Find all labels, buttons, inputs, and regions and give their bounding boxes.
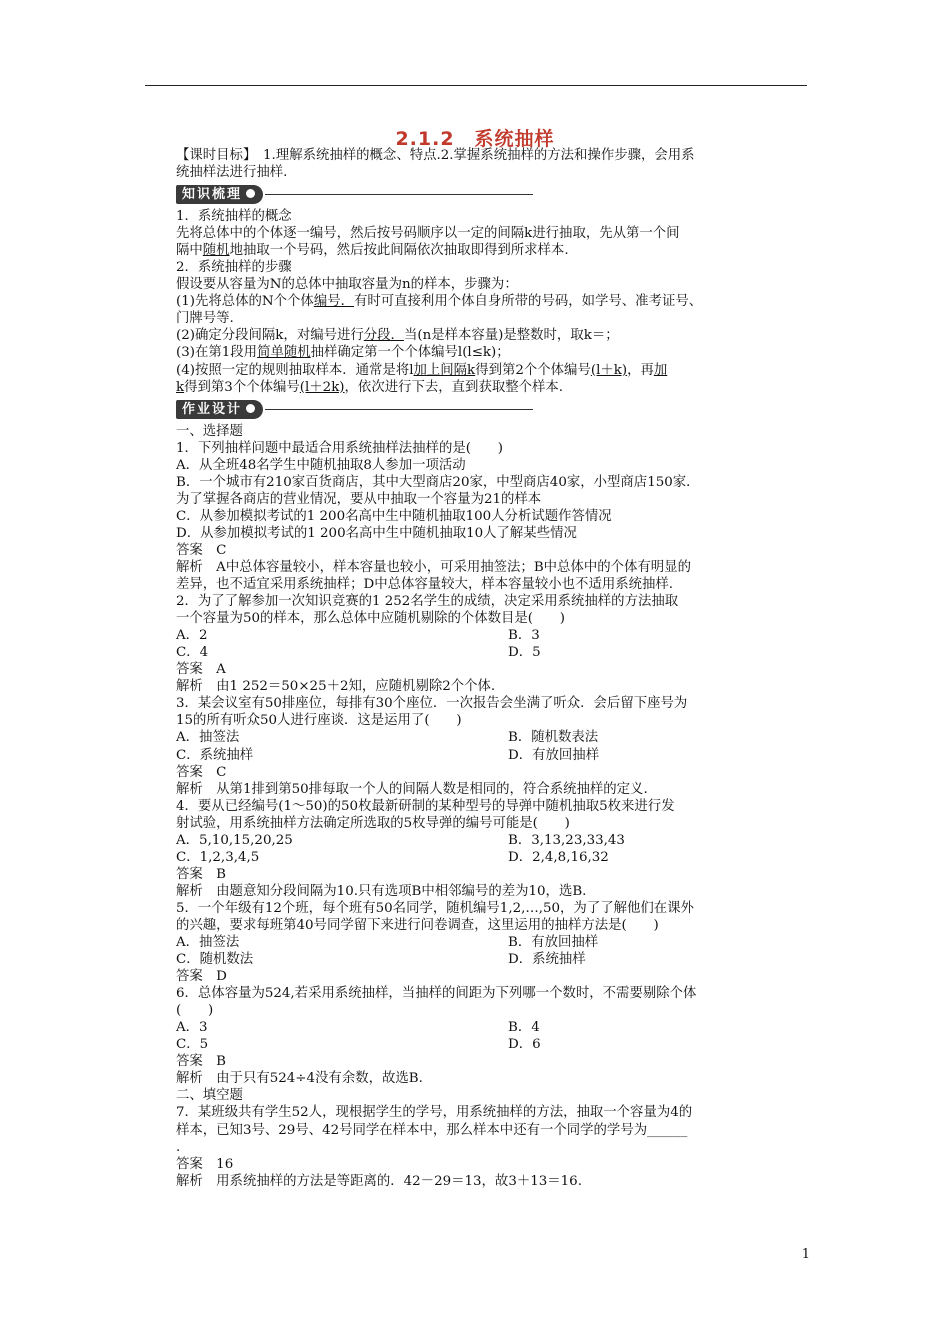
text-run: 抽样确定第一个个体编号l(l≤k)； (310, 345, 510, 361)
text-run: 当(n是样本容量)是整数时，取k＝； (403, 328, 619, 344)
section-badge-label: 作业设计 (182, 401, 243, 417)
underlined-answer: 分段． (363, 328, 404, 344)
underlined-answer: 随机 (202, 243, 230, 259)
goals-line: 【课时目标】 1.理解系统抽样的概念、特点.2.掌握系统抽样的方法和操作步骤，会用系 (176, 148, 695, 163)
option-row (176, 1036, 808, 1053)
text-line: C．从参加模拟考试的1 200名高中生中随机抽取100人分析试题作答情况 (176, 508, 612, 524)
option-right: D．6 (508, 1037, 541, 1053)
option-right: D．5 (508, 645, 541, 661)
text-line: 假设要从容量为N的总体中抽取容量为n的样本，步骤为： (176, 277, 518, 293)
option-left: A．2 (176, 628, 208, 644)
page-title: 2.1.2 系统抽样 (395, 128, 555, 150)
document-body (176, 147, 808, 1190)
text-line: 7．某班级共有学生52人，现根据学生的学号，用系统抽样的方法，抽取一个容量为4的 (176, 1105, 693, 1121)
text-line: 差异，也不适宜采用系统抽样；D中总体容量较大，样本容量较小也不适用系统抽样. (176, 577, 674, 593)
option-row (176, 729, 808, 746)
text-line: 一、选择题 (176, 423, 243, 439)
text-line: B．一个城市有210家百货商店，其中大型商店20家，中型商店40家，小型商店150家． (176, 474, 700, 490)
badge-dot-icon (246, 189, 255, 198)
text-line: 答案 B (176, 1054, 227, 1070)
page-number: 1 (801, 1247, 810, 1262)
text-line: 6．总体容量为524,若采用系统抽样，当抽样的间距为下列哪一个数时，不需要剔除个体 (176, 986, 697, 1002)
text-line: 3．某会议室有50排座位，每排有30个座位．一次报告会坐满了听众．会后留下座号为 (176, 696, 688, 712)
text-line: 解析 从第1排到第50排每取一个人的间隔人数是相同的，符合系统抽样的定义. (176, 781, 648, 797)
option-left: C．系统抽样 (176, 747, 254, 763)
text-line: 为了掌握各商店的营业情况，要从中抽取一个容量为21的样本 (176, 491, 542, 507)
option-right: B．4 (508, 1020, 540, 1036)
underlined-answer: (l＋2k) (299, 379, 345, 395)
header-rule (145, 85, 807, 86)
option-right: D．2,4,8,16,32 (508, 849, 609, 865)
option-right: D．系统抽样 (508, 952, 586, 968)
option-row (176, 951, 808, 968)
section-badge (176, 185, 263, 204)
text-line: 解析 用系统抽样的方法是等距离的．42－29＝13，故3＋13＝16. (176, 1173, 582, 1189)
text-line (176, 293, 808, 310)
text-line: 4．要从已经编号(1～50)的50枚最新研制的某种型号的导弹中随机抽取5枚来进行发 (176, 798, 675, 814)
text-run: 得到第3个个体编号 (184, 379, 300, 395)
text-line: ( ) (176, 1003, 214, 1019)
text-line: 二、填空题 (176, 1088, 243, 1104)
text-line: 1．下列抽样问题中最适合用系统抽样法抽样的是( ) (176, 440, 503, 456)
text-line: 1．系统抽样的概念 (176, 209, 292, 225)
text-run: (2)确定分段间隔k，对编号进行 (176, 328, 364, 344)
option-left: C．1,2,3,4,5 (176, 849, 260, 865)
text-line: 2．为了了解参加一次知识竞赛的1 252名学生的成绩，决定采用系统抽样的方法抽取 (176, 594, 679, 610)
text-line (176, 242, 808, 259)
text-run: (3)在第1段用 (176, 345, 258, 361)
underlined-answer: (l＋k) (590, 362, 628, 378)
text-line: . (176, 1139, 181, 1155)
option-left: C．4 (176, 645, 209, 661)
text-line (176, 362, 808, 379)
text-line: 答案 B (176, 866, 227, 882)
text-line: 的兴趣，要求每班第40号同学留下来进行问卷调查，这里运用的抽样方法是( ) (176, 917, 659, 933)
section-rule (265, 194, 533, 195)
option-row (176, 627, 808, 644)
text-line: 射试验，用系统抽样方法确定所选取的5枚导弹的编号可能是( ) (176, 815, 570, 831)
text-line: 解析 由题意知分段间隔为10.只有选项B中相邻编号的差为10，选B. (176, 883, 587, 899)
text-line: 答案 A (176, 662, 226, 678)
text-run: 隔中 (176, 243, 203, 259)
option-row (176, 747, 808, 764)
badge-dot-icon (246, 404, 255, 413)
text-run: ，依次进行下去，直到获取整个样本. (344, 379, 564, 395)
text-line: 一个容量为50的样本，那么总体中应随机剔除的个体数目是( ) (176, 611, 566, 627)
option-left: C．5 (176, 1037, 209, 1053)
text-run: 得到第2个个体编号 (475, 362, 591, 378)
underlined-answer: 简单随机 (257, 345, 311, 361)
section-badge-label: 知识梳理 (182, 187, 243, 203)
section-rule (265, 409, 533, 410)
section-header-homework (176, 396, 808, 423)
option-right: D．有放回抽样 (508, 747, 600, 763)
text-line: 解析 由于只有524÷4没有余数，故选B. (176, 1071, 423, 1087)
goals-line: 统抽样法进行抽样. (176, 165, 288, 181)
section-header-knowledge (176, 181, 808, 208)
underlined-answer: 编号． (313, 294, 354, 310)
option-left: A．抽签法 (176, 730, 240, 746)
text-line: 5．一个年级有12个班，每个班有50名同学，随机编号1,2,…,50，为了了解他们在课外 (176, 900, 694, 916)
text-line: 2．系统抽样的步骤 (176, 260, 292, 276)
option-right: B．3,13,23,33,43 (508, 832, 625, 848)
underlined-answer: 加 (653, 362, 668, 378)
text-run: 有时可直接利用个体自身所带的号码，如学号、准考证号、 (353, 294, 703, 310)
text-line: 答案 16 (176, 1156, 234, 1172)
option-left: A．5,10,15,20,25 (176, 832, 293, 848)
text-line (176, 327, 808, 344)
section-badge (176, 400, 263, 419)
option-right: B．有放回抽样 (508, 935, 599, 951)
option-right: B．3 (508, 628, 540, 644)
option-left: C．随机数法 (176, 952, 254, 968)
text-line (176, 379, 808, 396)
option-row (176, 849, 808, 866)
text-line: D．从参加模拟考试的1 200名高中生中随机抽取10人了解某些情况 (176, 525, 577, 541)
text-run: (4)按照一定的规则抽取样本．通常是将l (176, 362, 414, 378)
option-row (176, 934, 808, 951)
option-right: B．随机数表法 (508, 730, 599, 746)
text-line: 先将总体中的个体逐一编号，然后按号码顺序以一定的间隔k进行抽取，先从第一个间 (176, 226, 680, 242)
option-left: A．3 (176, 1020, 208, 1036)
text-line: 解析 A中总体容量较小，样本容量也较小，可采用抽签法；B中总体中的个体有明显的 (176, 559, 691, 575)
underlined-answer: k (176, 379, 185, 395)
text-line: 答案 D (176, 969, 227, 985)
text-line: 答案 C (176, 764, 227, 780)
option-row (176, 832, 808, 849)
option-row (176, 1019, 808, 1036)
text-line (176, 344, 808, 361)
text-line: 答案 C (176, 542, 227, 558)
text-line: 解析 由1 252＝50×25＋2知，应随机剔除2个个体. (176, 679, 496, 695)
text-line: 门牌号等. (176, 311, 234, 327)
text-run: ，再 (627, 362, 654, 378)
text-run: (1)先将总体的N个个体 (176, 294, 314, 310)
text-line: 15的所有听众50人进行座谈．这是运用了( ) (176, 713, 462, 729)
exercise-list (176, 423, 808, 1190)
text-line: 样本，已知3号、29号、42号同学在样本中，那么样本中还有一个同学的学号为______ (176, 1122, 688, 1138)
underlined-answer: 加上间隔k (413, 362, 476, 378)
option-row (176, 644, 808, 661)
text-line: A．从全班48名学生中随机抽取8人参加一项活动 (176, 457, 466, 473)
text-run: 地抽取一个号码，然后按此间隔依次抽取即得到所求样本. (229, 243, 569, 259)
option-left: A．抽签法 (176, 935, 240, 951)
